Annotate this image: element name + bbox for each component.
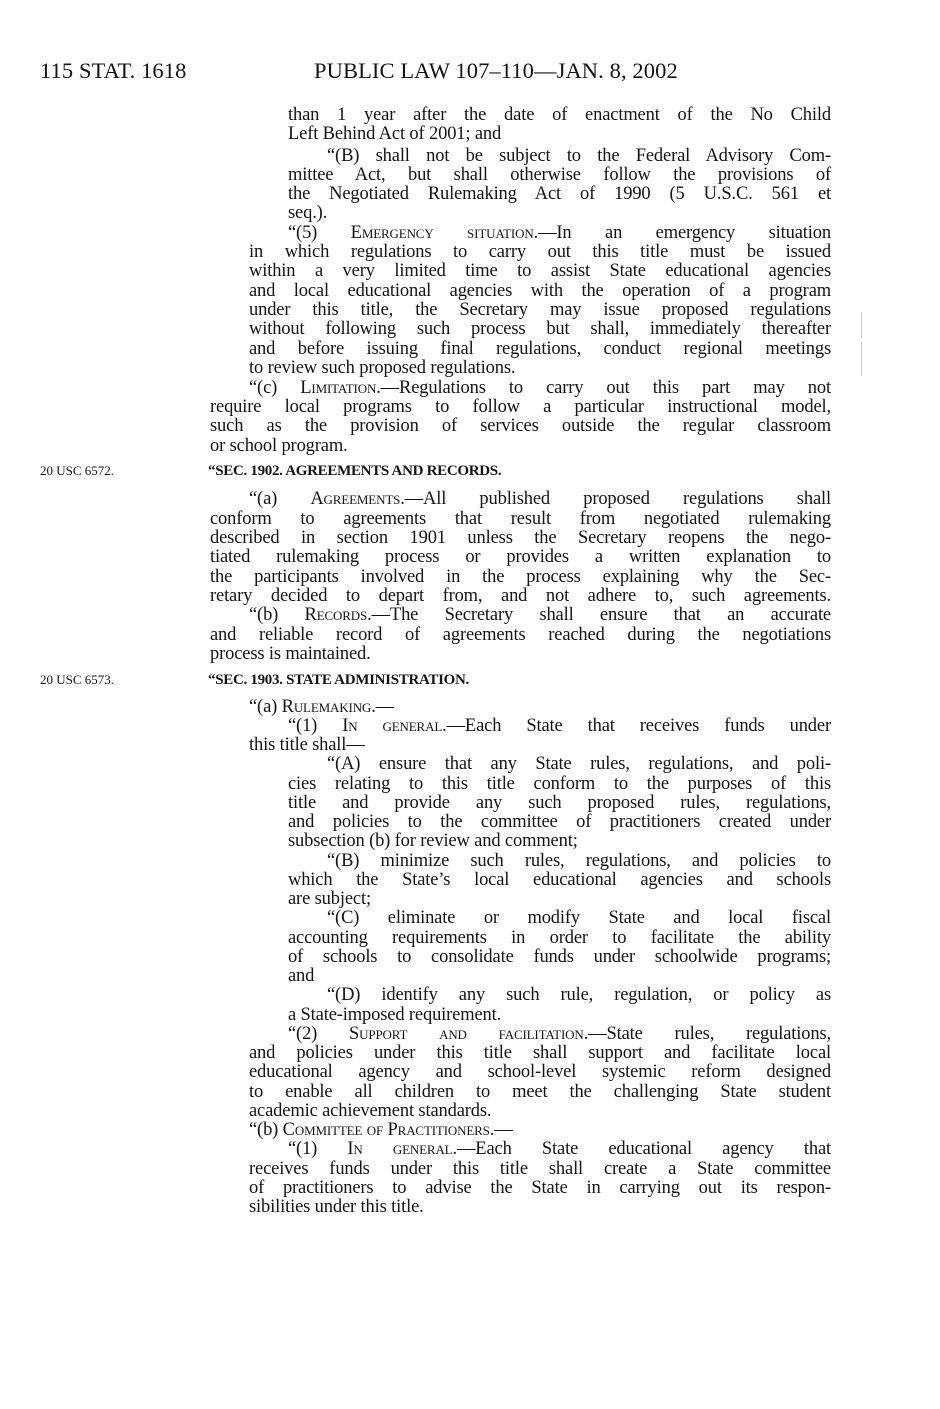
text-run: .—The Secretary shall ensure that an accurate <box>367 605 831 625</box>
text-line: this title shall— <box>249 735 365 755</box>
text-line: sibilities under this title. <box>249 1197 424 1217</box>
text-line: receives funds under this title shall create a State committee <box>249 1159 831 1179</box>
text-line: academic achievement standards. <box>249 1101 492 1121</box>
text-line <box>288 1139 831 1159</box>
text-line: within a very limited time to assist State educational agencies <box>249 261 831 281</box>
text-line: Left Behind Act of 2001; and <box>288 124 502 144</box>
text-run: “(c) <box>249 378 301 398</box>
text-line: cies relating to this title conform to the purposes of this <box>288 774 831 794</box>
text-run: “(b) <box>249 1120 283 1140</box>
text-run: “(1) <box>288 1139 348 1159</box>
text-line: are subject; <box>288 889 371 909</box>
text-run: .— <box>489 1120 513 1140</box>
text-line: “(D) identify any such rule, regulation, or policy as <box>327 985 831 1005</box>
subsection-heading: Agreements <box>310 489 401 509</box>
subsection-heading: In general <box>347 1139 453 1159</box>
text-line: “(B) minimize such rules, regulations, and policies to <box>327 851 831 871</box>
text-line <box>288 1024 831 1044</box>
text-run: .—Each State educational agency that <box>452 1139 831 1159</box>
text-line: and local educational agencies with the operation of a program <box>249 281 831 301</box>
text-line: which the State’s local educational agencies and schools <box>288 870 831 890</box>
text-line: and policies to the committee of practitioners created under <box>288 812 831 832</box>
section-heading-1903: “SEC. 1903. STATE ADMINISTRATION. <box>208 672 469 688</box>
page-number-header: 115 STAT. 1618 <box>40 58 187 83</box>
text-run: .— <box>371 697 395 717</box>
text-run: .—In an emergency situation <box>533 223 831 243</box>
text-run: “(a) <box>249 697 282 717</box>
text-line: “(C) eliminate or modify State and local fiscal <box>327 908 831 928</box>
subsection-heading: Rulemaking <box>281 697 372 717</box>
text-line: title and provide any such proposed rules, regulations, <box>288 793 831 813</box>
public-law-header: PUBLIC LAW 107–110—JAN. 8, 2002 <box>314 58 678 83</box>
text-line: than 1 year after the date of enactment of the No Child <box>288 105 831 125</box>
text-line: of practitioners to advise the State in carrying out its respon- <box>249 1178 831 1198</box>
margin-note-usc-6572: 20 USC 6572. <box>40 463 115 478</box>
text-line: require local programs to follow a particular instructional model, <box>210 397 831 417</box>
text-line <box>288 716 831 736</box>
text-line: without following such process but shall, immediately thereafter <box>249 319 831 339</box>
text-run: “(1) <box>288 716 343 736</box>
subsection-heading: Committee of Practitioners <box>282 1120 490 1140</box>
subsection-heading: In general <box>342 716 443 736</box>
text-line: mittee Act, but shall otherwise follow the provisions of <box>288 165 831 185</box>
subsection-heading: Limitation <box>300 378 377 398</box>
text-line: subsection (b) for review and comment; <box>288 831 578 851</box>
text-line: “(B) shall not be subject to the Federal Advisory Com- <box>327 146 831 166</box>
text-line: seq.). <box>288 203 328 223</box>
text-line: process is maintained. <box>210 644 371 664</box>
text-line: of schools to consolidate funds under schoolwide programs; <box>288 947 831 967</box>
text-run: “(a) <box>249 489 311 509</box>
text-line <box>249 697 394 717</box>
subsection-heading: Emergency situation <box>350 223 534 243</box>
margin-rule <box>861 312 862 338</box>
text-run: .—Each State that receives funds under <box>442 716 831 736</box>
text-line: and before issuing final regulations, conduct regional meetings <box>249 339 831 359</box>
margin-rule <box>861 342 862 376</box>
text-line: “(A) ensure that any State rules, regulations, and poli- <box>327 754 831 774</box>
text-line <box>288 223 831 243</box>
text-line: under this title, the Secretary may issue proposed regulations <box>249 300 831 320</box>
text-line: tiated rulemaking process or provides a written explanation to <box>210 547 831 567</box>
text-line: retary decided to depart from, and not adhere to, such agreements. <box>210 586 831 606</box>
text-line: and <box>288 966 315 986</box>
text-line: or school program. <box>210 436 348 456</box>
text-run: “(2) <box>288 1024 349 1044</box>
text-line <box>249 378 831 398</box>
subsection-heading: Records <box>304 605 368 625</box>
text-line <box>249 489 831 509</box>
text-line: accounting requirements in order to facilitate the ability <box>288 928 831 948</box>
text-run: .—Regulations to carry out this part may not <box>376 378 831 398</box>
subsection-heading: Support and facilitation <box>348 1024 584 1044</box>
text-line: described in section 1901 unless the Secretary reopens the nego- <box>210 528 831 548</box>
text-run: .—State rules, regulations, <box>583 1024 831 1044</box>
text-run: .—All published proposed regulations shall <box>400 489 831 509</box>
text-run: “(b) <box>249 605 305 625</box>
text-line: and reliable record of agreements reached during the negotiations <box>210 625 831 645</box>
margin-note-usc-6573: 20 USC 6573. <box>40 672 115 687</box>
text-line: and policies under this title shall support and facilitate local <box>249 1043 831 1063</box>
text-line: such as the provision of services outside the regular classroom <box>210 416 831 436</box>
text-line: to review such proposed regulations. <box>249 358 516 378</box>
section-heading-1902: “SEC. 1902. AGREEMENTS AND RECORDS. <box>208 463 502 479</box>
text-line <box>249 1120 513 1140</box>
text-line: to enable all children to meet the challenging State student <box>249 1082 831 1102</box>
text-line <box>249 605 831 625</box>
text-line: conform to agreements that result from negotiated rulemaking <box>210 509 831 529</box>
text-line: a State-imposed requirement. <box>288 1005 502 1025</box>
text-line: in which regulations to carry out this title must be issued <box>249 242 831 262</box>
text-line: educational agency and school-level systemic reform designed <box>249 1062 831 1082</box>
text-run: “(5) <box>288 223 351 243</box>
text-line: the Negotiated Rulemaking Act of 1990 (5 U.S.C. 561 et <box>288 184 831 204</box>
text-line: the participants involved in the process explaining why the Sec- <box>210 567 831 587</box>
